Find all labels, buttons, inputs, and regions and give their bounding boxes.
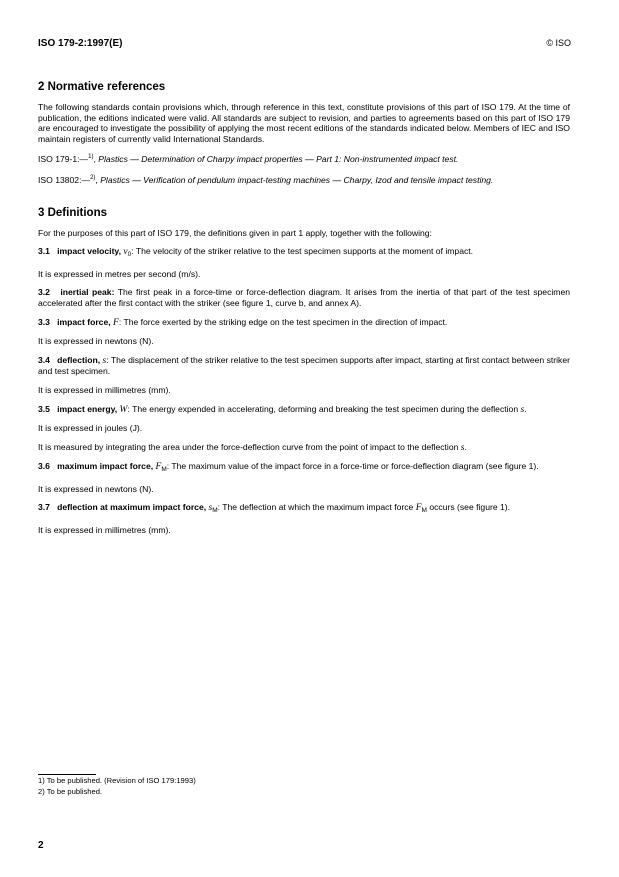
- def-3-2-text: The first peak in a force-time or force-deflection diagram. It arises from the inertia of that part of the test specimen accelerated after the first contact with the striker (see figure 1, curve b, and annex A).: [38, 287, 570, 308]
- reference-iso-179-1: ISO 179-1:—$^{1)}$, Plastics — Determination of Charpy impact properties — Part 1: Non-instrumented impact test.: [38, 154, 459, 165]
- def-3-6-subscript: M: [161, 466, 167, 474]
- def-3-7-text-a: : The deflection at which the maximum impact force: [217, 502, 416, 513]
- definition-3-4: [38, 355, 570, 377]
- def-3-5-text: : The energy expended in accelerating, deforming and breaking the test specimen during the deflection: [127, 403, 521, 414]
- def-3-7-symbol-2: F: [415, 503, 422, 514]
- definition-3-3: [38, 317, 570, 329]
- document-id: ISO 179-2:1997(E): [38, 38, 123, 49]
- ref2-footnote-marker: 2): [90, 174, 96, 181]
- definition-3-2: [38, 287, 570, 308]
- ref1-code: ISO 179-1:—: [38, 154, 89, 165]
- def-3-7-note: It is expressed in millimetres (mm).: [38, 525, 171, 536]
- def-3-4-symbol: s: [102, 355, 107, 366]
- def-3-3-symbol: F: [113, 317, 119, 328]
- def-3-7-term: deflection at maximum impact force,: [57, 502, 207, 513]
- def-3-4-note: It is expressed in millimetres (mm).: [38, 384, 171, 395]
- def-3-1-subscript: 0: [127, 251, 132, 259]
- def-3-7-symbol: s: [208, 503, 213, 514]
- def-3-1-symbol: v: [123, 247, 128, 258]
- ref1-title: Plastics — Determination of Charpy impact properties — Part 1: Non-instrumented impact test.: [98, 154, 459, 165]
- def-3-6-term: maximum impact force,: [57, 461, 154, 472]
- def-3-5-symbol: W: [119, 404, 128, 415]
- definition-3-6: [38, 461, 570, 476]
- section-3-heading: 3 Definitions: [38, 206, 108, 219]
- def-3-2-number: 3.2: [38, 287, 50, 298]
- def-3-5-number: 3.5: [38, 403, 50, 414]
- def-3-7-subscript-2: M: [421, 507, 427, 515]
- def-3-1-text: : The velocity of the striker relative to the test specimen supports at the moment of impact.: [131, 246, 474, 257]
- footnote-1: 1) To be published. (Revision of ISO 179:1993): [38, 776, 196, 785]
- ref2-code: ISO 13802:—: [38, 174, 91, 185]
- definition-3-1: [38, 246, 570, 261]
- def-3-5-symbol-end: s: [520, 404, 525, 415]
- def-3-5-note-2-text: It is measured by integrating the area under the force-deflection curve from the point of impact to the deflection: [38, 441, 461, 452]
- ref2-title: Plastics — Verification of pendulum impact-testing machines — Charpy, Izod and tensile impact testing.: [100, 174, 494, 185]
- def-3-6-number: 3.6: [38, 461, 50, 472]
- def-3-7-subscript: M: [212, 507, 218, 515]
- def-3-1-term: impact velocity,: [57, 246, 121, 257]
- def-3-5-note-2-end: .: [464, 441, 467, 452]
- def-3-3-term: impact force,: [57, 316, 111, 327]
- footnote-2: 2) To be published.: [38, 786, 103, 796]
- reference-iso-13802: ISO 13802:—$^{2)}$, Plastics — Verification of pendulum impact-testing machines — Charpy, Izod and tensile impact testing.: [38, 174, 494, 185]
- def-3-5-note: It is expressed in joules (J).: [38, 423, 143, 434]
- page-number: 2: [38, 840, 44, 851]
- def-3-5-term: impact energy,: [57, 403, 118, 414]
- def-3-6-note: It is expressed in newtons (N).: [38, 483, 154, 494]
- def-3-3-note: It is expressed in newtons (N).: [38, 336, 154, 347]
- def-3-4-term: deflection,: [57, 354, 101, 365]
- def-3-4-text: : The displacement of the striker relative to the test specimen supports after impact, starting at first contact between striker and test specimen.: [38, 354, 570, 377]
- def-3-4-number: 3.4: [38, 354, 50, 365]
- definition-3-7: [38, 502, 570, 517]
- def-3-1-number: 3.1: [38, 246, 50, 257]
- page-content: [38, 80, 570, 544]
- ref1-footnote-marker: 1): [88, 154, 94, 161]
- def-3-3-text: : The force exerted by the striking edge on the test specimen in the direction of impact.: [118, 316, 448, 327]
- def-3-5-note-2-symbol: s: [460, 442, 465, 453]
- section-3-intro: For the purposes of this part of ISO 179, the definitions given in part 1 apply, together with the following:: [38, 227, 432, 238]
- def-3-7-number: 3.7: [38, 502, 50, 513]
- footnotes: [38, 776, 570, 797]
- copyright-mark: © ISO: [546, 38, 571, 48]
- def-3-6-symbol: F: [155, 462, 162, 473]
- section-2-intro: The following standards contain provisions which, through reference in this text, constitute provisions of this part of ISO 179. At the time of publication, the editions indicated were valid. All standards are subject to revision, and parties to agreements based on this part of ISO 179 are encouraged to investigate the possibility of applying the most recent editions of the standards indicated below. Members of IEC and ISO maintain registers of currently valid International Standards.: [38, 102, 570, 144]
- section-2-heading: 2 Normative references: [38, 81, 166, 93]
- def-3-7-text-b: occurs (see figure 1).: [426, 502, 511, 513]
- def-3-2-term: inertial peak:: [60, 287, 115, 298]
- footnote-rule: [38, 774, 96, 775]
- def-3-6-text: : The maximum value of the impact force in a force-time or force-deflection diagram (see figure 1).: [166, 461, 539, 472]
- def-3-3-number: 3.3: [38, 316, 50, 327]
- definition-3-5: [38, 404, 570, 416]
- def-3-5-note-2: [38, 442, 570, 454]
- def-3-1-note: It is expressed in metres per second (m/s).: [38, 268, 201, 279]
- def-3-5-end: .: [524, 403, 527, 414]
